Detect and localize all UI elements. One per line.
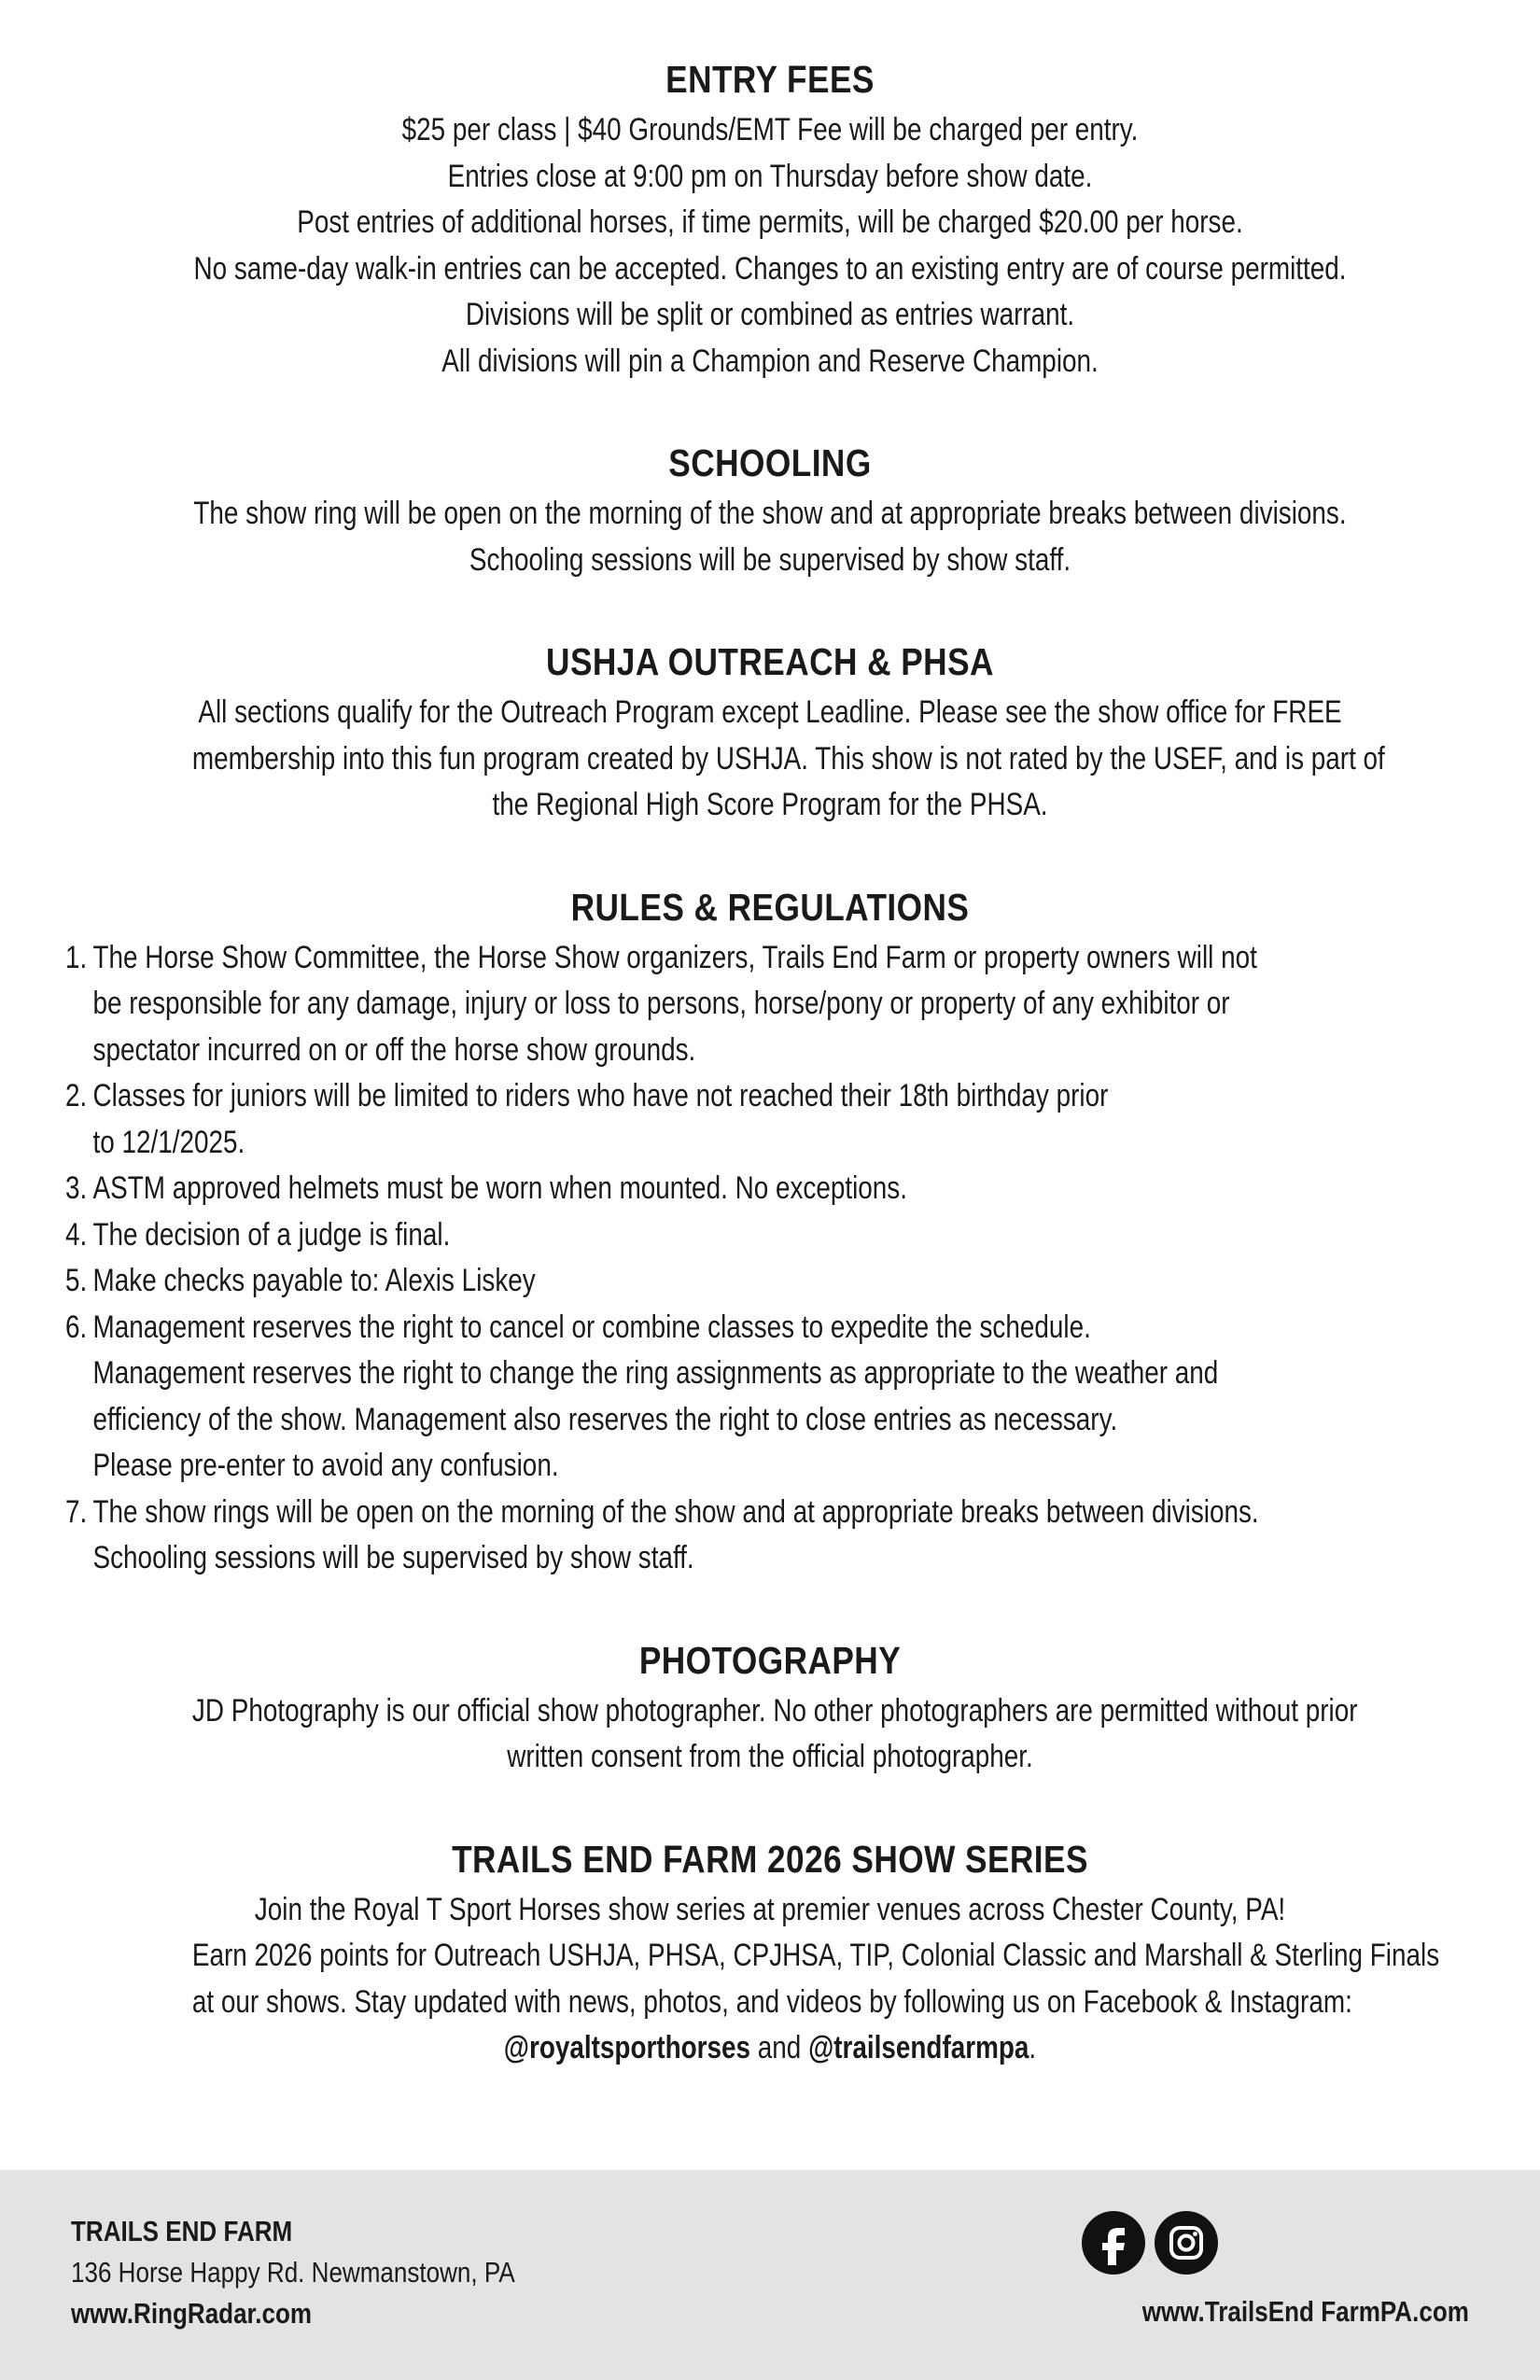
instagram-handle-royalt[interactable]: @royaltsporthorses [503,2030,751,2065]
rule-number: 6. [65,1309,88,1345]
series-handles-line [192,2025,1348,2072]
social-icons [1082,2211,1469,2275]
entry-fees-line: Post entries of additional horses, if time permits, will be charged $20.00 per horse. [297,204,1243,240]
footer-contact [71,2211,599,2334]
rules-section [0,886,1540,1582]
footer-trailsend-link[interactable]: www.TrailsEnd FarmPA.com [1141,2295,1469,2328]
rule-number: 2. [65,1078,88,1113]
entry-fees-line: Entries close at 9:00 pm on Thursday before show date. [447,158,1093,194]
entry-fees-heading: ENTRY FEES [665,58,875,101]
rule-text: ASTM approved helmets must be worn when mounted. No exceptions. [92,1170,907,1206]
schooling-section [65,441,1475,583]
rule-item [65,1212,1505,1259]
rule-text: Classes for juniors will be limited to riders who have not reached their 18th birthday prior [92,1078,1109,1113]
series-heading: TRAILS END FARM 2026 SHOW SERIES [452,1837,1088,1881]
footer-ringradar-link[interactable]: www.RingRadar.com [71,2297,313,2330]
rule-item [65,1305,1505,1490]
series-line: Join the Royal T Sport Horses show series at premier venues across Chester County, PA! [254,1891,1286,1927]
rule-text: to 12/1/2025. [92,1124,245,1160]
rule-item [65,1258,1505,1305]
rule-item [65,1490,1505,1582]
rule-number: 3. [65,1170,88,1206]
rule-number: 1. [65,939,88,975]
rule-text: Management reserves the right to change the ring assignments as appropriate to the weather and [92,1355,1219,1391]
series-section [65,1838,1475,2072]
outreach-line: the Regional High Score Program for the PHSA. [492,787,1048,822]
rule-text: Make checks payable to: Alexis Liskey [92,1263,536,1298]
rule-item [65,1166,1505,1212]
footer-address: 136 Horse Happy Rd. Newmanstown, PA [71,2256,515,2289]
rule-text: Management reserves the right to cancel or combine classes to expedite the schedule. [92,1309,1091,1345]
facebook-icon[interactable] [1082,2211,1145,2275]
footer-social [1080,2211,1469,2332]
rule-number: 5. [65,1263,88,1298]
schooling-line: The show ring will be open on the morning of the show and at appropriate breaks between divisions. [193,496,1347,531]
photography-section [65,1639,1475,1781]
series-line: Earn 2026 points for Outreach USHJA, PHSA, CPJHSA, TIP, Colonial Classic and Marshall & Sterling Finals [191,1938,1440,1973]
rule-text: Schooling sessions will be supervised by show staff. [92,1540,694,1575]
rule-text: The Horse Show Committee, the Horse Show organizers, Trails End Farm or property owners will not [92,939,1257,975]
entry-fees-line: All divisions will pin a Champion and Reserve Champion. [441,343,1099,379]
rule-item [65,1073,1505,1166]
rule-text: The decision of a judge is final. [92,1216,451,1253]
rules-heading: RULES & REGULATIONS [570,885,970,929]
outreach-line: membership into this fun program created by USHJA. This show is not rated by the USEF, and is part of [191,740,1385,777]
rule-text: efficiency of the show. Management also reserves the right to close entries as necessary. [92,1401,1118,1437]
period-text: . [1029,2030,1037,2065]
entry-fees-section [65,58,1475,385]
rules-list [65,935,1505,1582]
outreach-line: All sections qualify for the Outreach Program except Leadline. Please see the show office for FREE [198,694,1342,730]
schooling-line: Schooling sessions will be supervised by show staff. [469,541,1071,578]
outreach-section [65,640,1475,829]
schooling-heading: SCHOOLING [668,441,872,484]
footer-farm-name: TRAILS END FARM [71,2215,293,2247]
photography-heading: PHOTOGRAPHY [638,1638,902,1682]
rule-item [65,935,1505,1074]
instagram-icon[interactable] [1155,2211,1218,2275]
rule-number: 4. [65,1216,88,1253]
photography-line: JD Photography is our official show photographer. No other photographers are permitted without prior [191,1692,1358,1729]
series-line: at our shows. Stay updated with news, photos, and videos by following us on Facebook & Instagram: [191,1983,1352,2020]
entry-fees-line: No same-day walk-in entries can be accepted. Changes to an existing entry are of course permitted. [193,250,1347,287]
entry-fees-line: Divisions will be split or combined as entries warrant. [465,297,1075,332]
and-text: and [750,2030,809,2065]
instagram-handle-trailsend[interactable]: @trailsendfarmpa [808,2030,1029,2065]
footer [0,2170,1540,2380]
rule-text: Please pre-enter to avoid any confusion. [92,1448,559,1483]
document-body [0,58,1540,2072]
rule-number: 7. [65,1493,88,1530]
rule-text: be responsible for any damage, injury or loss to persons, horse/pony or property of any exhibitor or [92,986,1230,1021]
rule-text: The show rings will be open on the morning of the show and at appropriate breaks between divisions. [92,1493,1259,1530]
photography-line: written consent from the official photographer. [507,1739,1033,1774]
entry-fees-line: $25 per class | $40 Grounds/EMT Fee will be charged per entry. [401,112,1139,147]
outreach-heading: USHJA OUTREACH & PHSA [546,640,994,683]
rule-text: spectator incurred on or off the horse show grounds. [92,1031,696,1068]
